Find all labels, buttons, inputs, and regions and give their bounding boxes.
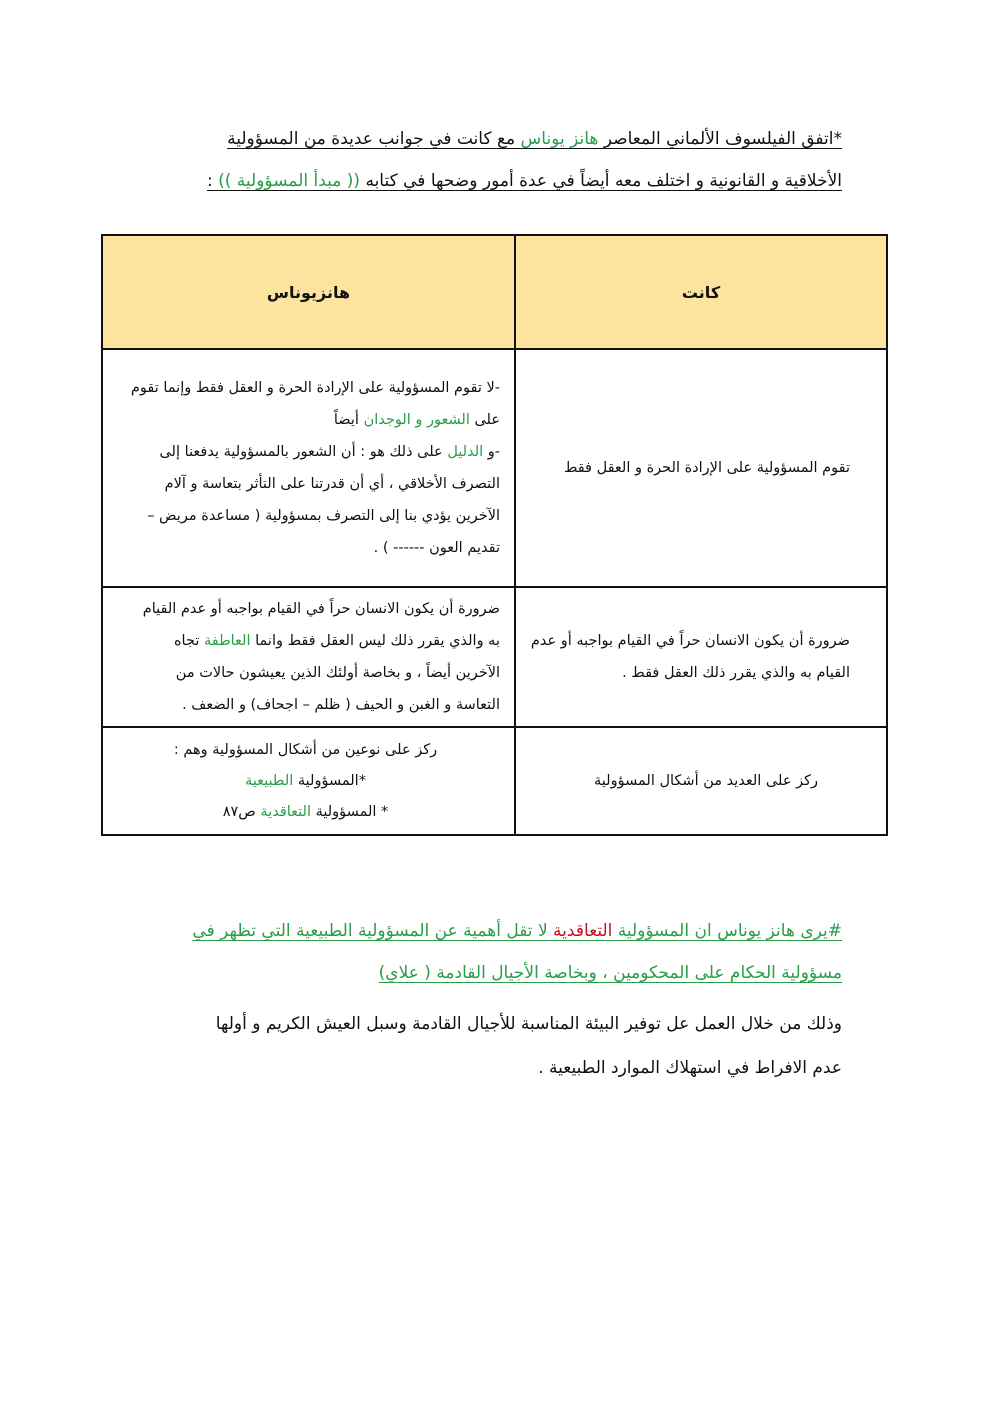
hash-line-2: مسؤولية الحكام على المحكومين ، وبخاصة الأجيال القادمة ( علاي): [378, 963, 842, 983]
kant-row-2-line: القيام به والذي يقرر ذلك العقل فقط .: [622, 665, 850, 681]
jonas-row-3-line: [111, 797, 500, 828]
jonas-row-2-line: [111, 625, 500, 657]
jonas-row-3: [102, 727, 515, 835]
page-ref: ص٨٧: [222, 803, 261, 820]
jonas-name: هانز يوناس: [520, 129, 599, 149]
highlight-natural: الطبيعية: [245, 772, 294, 789]
jonas-row-1-line: الآخرين يؤدي بنا إلى التصرف بمسؤولية ( مساعدة مريض –: [147, 508, 500, 524]
header-kant: كانت: [515, 235, 887, 349]
kant-row-2: [515, 587, 887, 727]
kant-row-1: [515, 349, 887, 587]
text-span: أيضاً: [333, 412, 364, 428]
text-span: لا تقل أهمية عن المسؤولية الطبيعية التي تظهر في: [192, 921, 554, 941]
intro-line-1: [152, 118, 842, 160]
text-span: به والذي يقرر ذلك ليس العقل فقط وانما: [250, 633, 500, 649]
jonas-row-1-line: [111, 404, 500, 436]
text-span: -و: [483, 444, 500, 460]
text-span: على ذلك هو : أن الشعور بالمسؤولية يدفعنا إلى: [159, 444, 448, 460]
header-jonas: هانزيوناس: [102, 235, 515, 349]
jonas-row-1-line: [111, 436, 500, 468]
highlight-contractual-red: التعاقدية: [553, 921, 613, 941]
book-title: (( مبدأ المسؤولية )): [218, 171, 361, 191]
text-span: * المسؤولية: [311, 803, 389, 820]
conclusion-line-1: وذلك من خلال العمل عل توفير البيئة المناسبة للأجيال القادمة وسبل العيش الكريم و أولها: [215, 1014, 842, 1034]
jonas-row-2-line: الآخرين أيضاً ، و بخاصة أولئك الذين يعيشون حالات من: [175, 665, 500, 681]
jonas-view-paragraph: [142, 910, 842, 994]
hash-line-1: [142, 910, 842, 952]
intro-line-2: [152, 160, 842, 202]
conclusion-line-2: عدم الافراط في استهلاك الموارد الطبيعية .: [538, 1058, 842, 1078]
comparison-table: [101, 234, 888, 836]
highlight-emotion: العاطفة: [203, 633, 251, 649]
jonas-row-1-line: -لا تقوم المسؤولية على الإرادة الحرة و العقل فقط وإنما تقوم: [130, 380, 500, 396]
jonas-row-2: [102, 587, 515, 727]
text-span: تجاه: [173, 633, 204, 649]
text-span: #يرى هانز يوناس ان المسؤولية: [612, 921, 842, 941]
jonas-row-2-line: التعاسة و الغبن و الحيف ( ظلم – اجحاف) و الضعف .: [182, 697, 500, 713]
jonas-row-1-line: تقديم العون ------ ) .: [373, 540, 500, 556]
intro-text: *اتفق الفيلسوف الألماني المعاصر: [598, 129, 842, 149]
jonas-row-1: [102, 349, 515, 587]
text-span: على: [469, 412, 500, 428]
highlight-contractual: التعاقدية: [260, 803, 311, 820]
text-span: *المسؤولية: [293, 772, 366, 789]
conclusion-paragraph: [142, 1002, 842, 1090]
intro-text: مع كانت في جوانب عديدة من المسؤولية: [227, 129, 521, 149]
kant-row-3: [515, 727, 887, 835]
intro-text: الأخلاقية و القانونية و اختلف معه أيضاً في عدة أمور وضحها في كتابه: [360, 171, 842, 191]
kant-row-2-line: ضرورة أن يكون الانسان حراً في القيام بواجبه أو عدم: [530, 633, 850, 649]
highlight-feeling: الشعور و الوجدان: [363, 412, 470, 428]
intro-paragraph: [152, 118, 842, 202]
kant-row-3-text: ركز على العديد من أشكال المسؤولية: [594, 773, 818, 789]
jonas-row-3-line: ركز على نوعين من أشكال المسؤولية وهم :: [173, 741, 438, 758]
highlight-evidence: الدليل: [447, 444, 484, 460]
jonas-row-3-line: [111, 766, 500, 797]
jonas-row-2-line: ضرورة أن يكون الانسان حراً في القيام بواجبه أو عدم القيام: [142, 601, 500, 617]
jonas-row-1-line: التصرف الأخلاقي ، أي أن قدرتنا على التأثر بتعاسة و آلام: [164, 476, 500, 492]
kant-row-1-text: تقوم المسؤولية على الإرادة الحرة و العقل فقط: [563, 460, 850, 476]
intro-text: :: [206, 171, 219, 191]
